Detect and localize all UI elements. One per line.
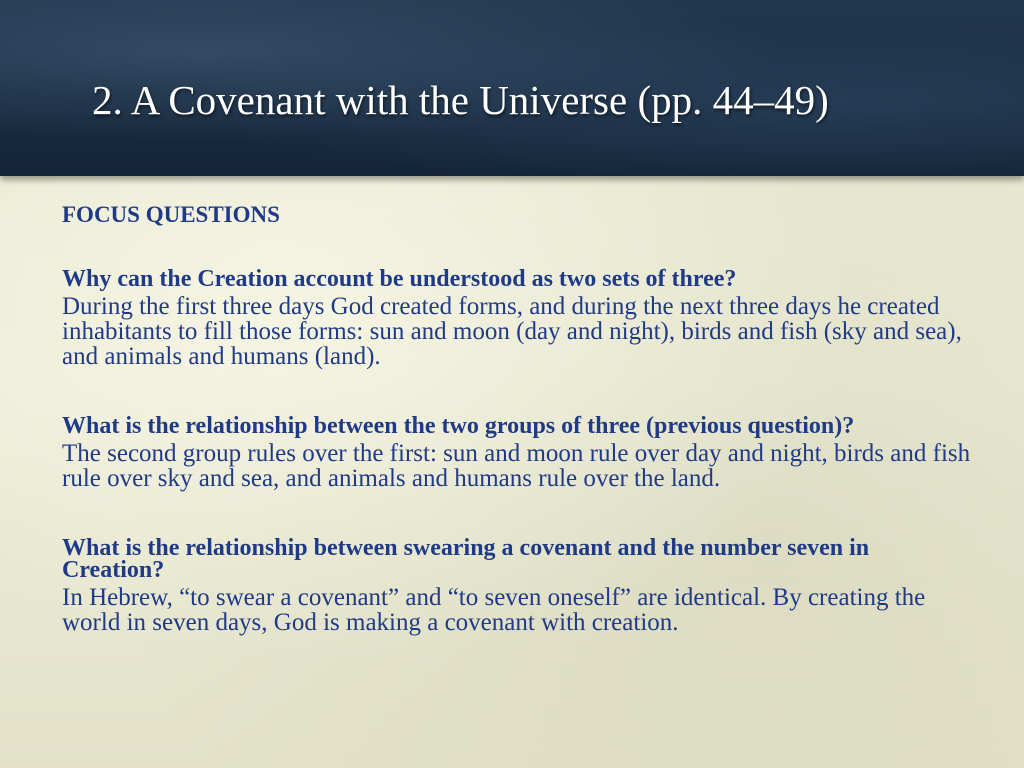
- answer-text: In Hebrew, “to swear a covenant” and “to seven oneself” are identical. By creating the world in seven days, God is making a covenant with creation.: [62, 584, 926, 636]
- qa-item: [62, 268, 972, 369]
- question-text: What is the relationship between the two groups of three (previous question)?: [62, 413, 855, 439]
- slide-content: [62, 202, 972, 635]
- focus-questions-heading: FOCUS QUESTIONS: [62, 202, 280, 227]
- answer-text: The second group rules over the first: sun and moon rule over day and night, birds and fish rule over sky and sea, and animals and humans rule over the land.: [62, 440, 971, 492]
- qa-item: [62, 537, 972, 635]
- question-text: What is the relationship between swearing a covenant and the number seven in Creation?: [62, 535, 870, 583]
- title-bar: [0, 0, 1024, 176]
- slide-title: 2. A Covenant with the Universe (pp. 44–49): [92, 77, 829, 123]
- answer-text: During the first three days God created forms, and during the next three days he created inhabitants to fill those forms: sun and moon (day and night), birds and fish (sky and sea), and animals and humans (land).: [62, 293, 962, 370]
- qa-item: [62, 415, 972, 491]
- question-text: Why can the Creation account be understood as two sets of three?: [62, 266, 737, 292]
